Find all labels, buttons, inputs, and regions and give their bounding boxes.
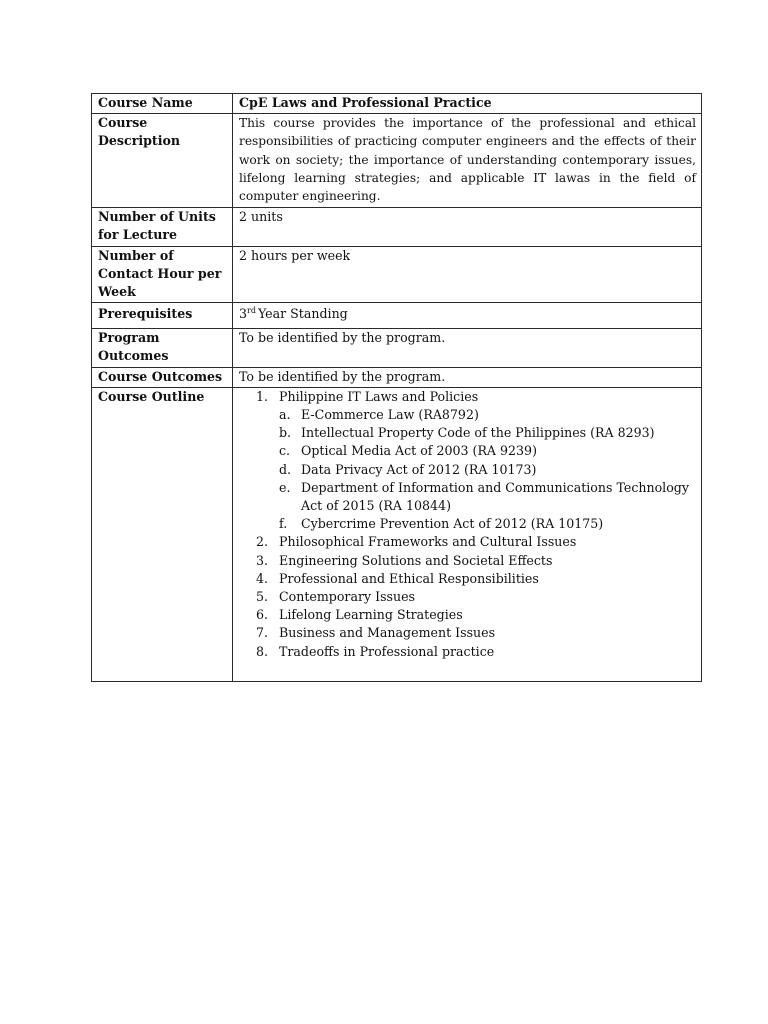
outline-item-text: Contemporary Issues [279, 589, 416, 605]
outline-item-text: Philosophical Frameworks and Cultural Issues [279, 534, 577, 550]
contact-hours-value: 2 hours per week [233, 246, 702, 303]
outline-subitem-text: Optical Media Act of 2003 (RA 9239) [301, 443, 537, 459]
prerequisites-value [233, 303, 702, 329]
table-row-course-name [92, 94, 702, 114]
course-name-label: Course Name [92, 94, 233, 114]
course-outcomes-value: To be identified by the program. [233, 367, 702, 387]
course-outline-value [233, 387, 702, 681]
outline-subitem [279, 442, 696, 460]
course-name-value: CpE Laws and Professional Practice [233, 94, 702, 114]
outline-item-text: Engineering Solutions and Societal Effects [279, 552, 553, 568]
outline-sublist [279, 406, 696, 533]
prerequisites-ordinal-suffix: rd [247, 306, 256, 316]
outline-subitem-letter: a. [279, 407, 291, 423]
outline-item-number: 7. [256, 625, 269, 641]
course-outline-label: Course Outline [92, 387, 233, 681]
outline-item-number: 1. [256, 388, 269, 404]
contact-hours-label: Number of Contact Hour per Week [92, 246, 233, 303]
outline-subitem-letter: e. [279, 479, 291, 495]
outline-item [256, 643, 696, 661]
outline-item [256, 388, 696, 534]
outline-subitem [279, 479, 696, 515]
outline-subitem [279, 424, 696, 442]
table-row-course-outcomes [92, 367, 702, 387]
outline-item-number: 3. [256, 552, 269, 568]
outline-item [256, 533, 696, 551]
table-row-prerequisites [92, 303, 702, 329]
outline-subitem-text: Intellectual Property Code of the Philippines (RA 8293) [301, 425, 655, 441]
table-row-course-outline [92, 387, 702, 681]
course-outcomes-label: Course Outcomes [92, 367, 233, 387]
course-description-value: This course provides the importance of the professional and ethical responsibilities of practicing computer engineers and the effects of their work on society; the importance of understanding contemporary issues, lifelong learning strategies; and applicable IT lawas in the field of computer engineering. [233, 114, 702, 208]
course-description-label: Course Description [92, 114, 233, 208]
program-outcomes-label: Program Outcomes [92, 329, 233, 367]
outline-item [256, 570, 696, 588]
outline-item [256, 624, 696, 642]
table-row-program-outcomes [92, 329, 702, 367]
outline-subitem-text: Cybercrime Prevention Act of 2012 (RA 10175) [301, 516, 604, 532]
outline-subitem-letter: c. [279, 443, 291, 459]
table-row-units [92, 208, 702, 246]
outline-subitem [279, 406, 696, 424]
outline-subitem-letter: b. [279, 425, 292, 441]
outline-subitem [279, 515, 696, 533]
outline-item [256, 606, 696, 624]
prerequisites-year-text: Year Standing [257, 306, 348, 322]
outline-item-number: 8. [256, 643, 269, 659]
outline-item-number: 5. [256, 589, 269, 605]
outline-item-number: 6. [256, 607, 269, 623]
units-value: 2 units [233, 208, 702, 246]
outline-item-text: Professional and Ethical Responsibilities [279, 570, 539, 586]
outline-item-number: 2. [256, 534, 269, 550]
outline-item-text: Lifelong Learning Strategies [279, 607, 463, 623]
outline-item [256, 588, 696, 606]
course-info-table [91, 93, 702, 682]
outline-subitem-text: Data Privacy Act of 2012 (RA 10173) [301, 461, 537, 477]
outline-item-text: Philippine IT Laws and Policies [279, 388, 479, 404]
prerequisites-label: Prerequisites [92, 303, 233, 329]
outline-subitem-text: Department of Information and Communications Technology Act of 2015 (RA 10844) [301, 479, 689, 514]
prerequisites-year-number: 3 [239, 306, 248, 322]
outline-item-text: Business and Management Issues [279, 625, 496, 641]
outline-item-text: Tradeoffs in Professional practice [279, 643, 495, 659]
course-outline-list [239, 388, 696, 661]
outline-subitem-letter: d. [279, 461, 292, 477]
table-row-course-description [92, 114, 702, 208]
units-label: Number of Units for Lecture [92, 208, 233, 246]
outline-item [256, 552, 696, 570]
outline-subitem [279, 461, 696, 479]
outline-item-number: 4. [256, 570, 269, 586]
table-row-contact-hours [92, 246, 702, 303]
outline-subitem-letter: f. [279, 516, 288, 532]
program-outcomes-value: To be identified by the program. [233, 329, 702, 367]
outline-subitem-text: E-Commerce Law (RA8792) [301, 407, 479, 423]
